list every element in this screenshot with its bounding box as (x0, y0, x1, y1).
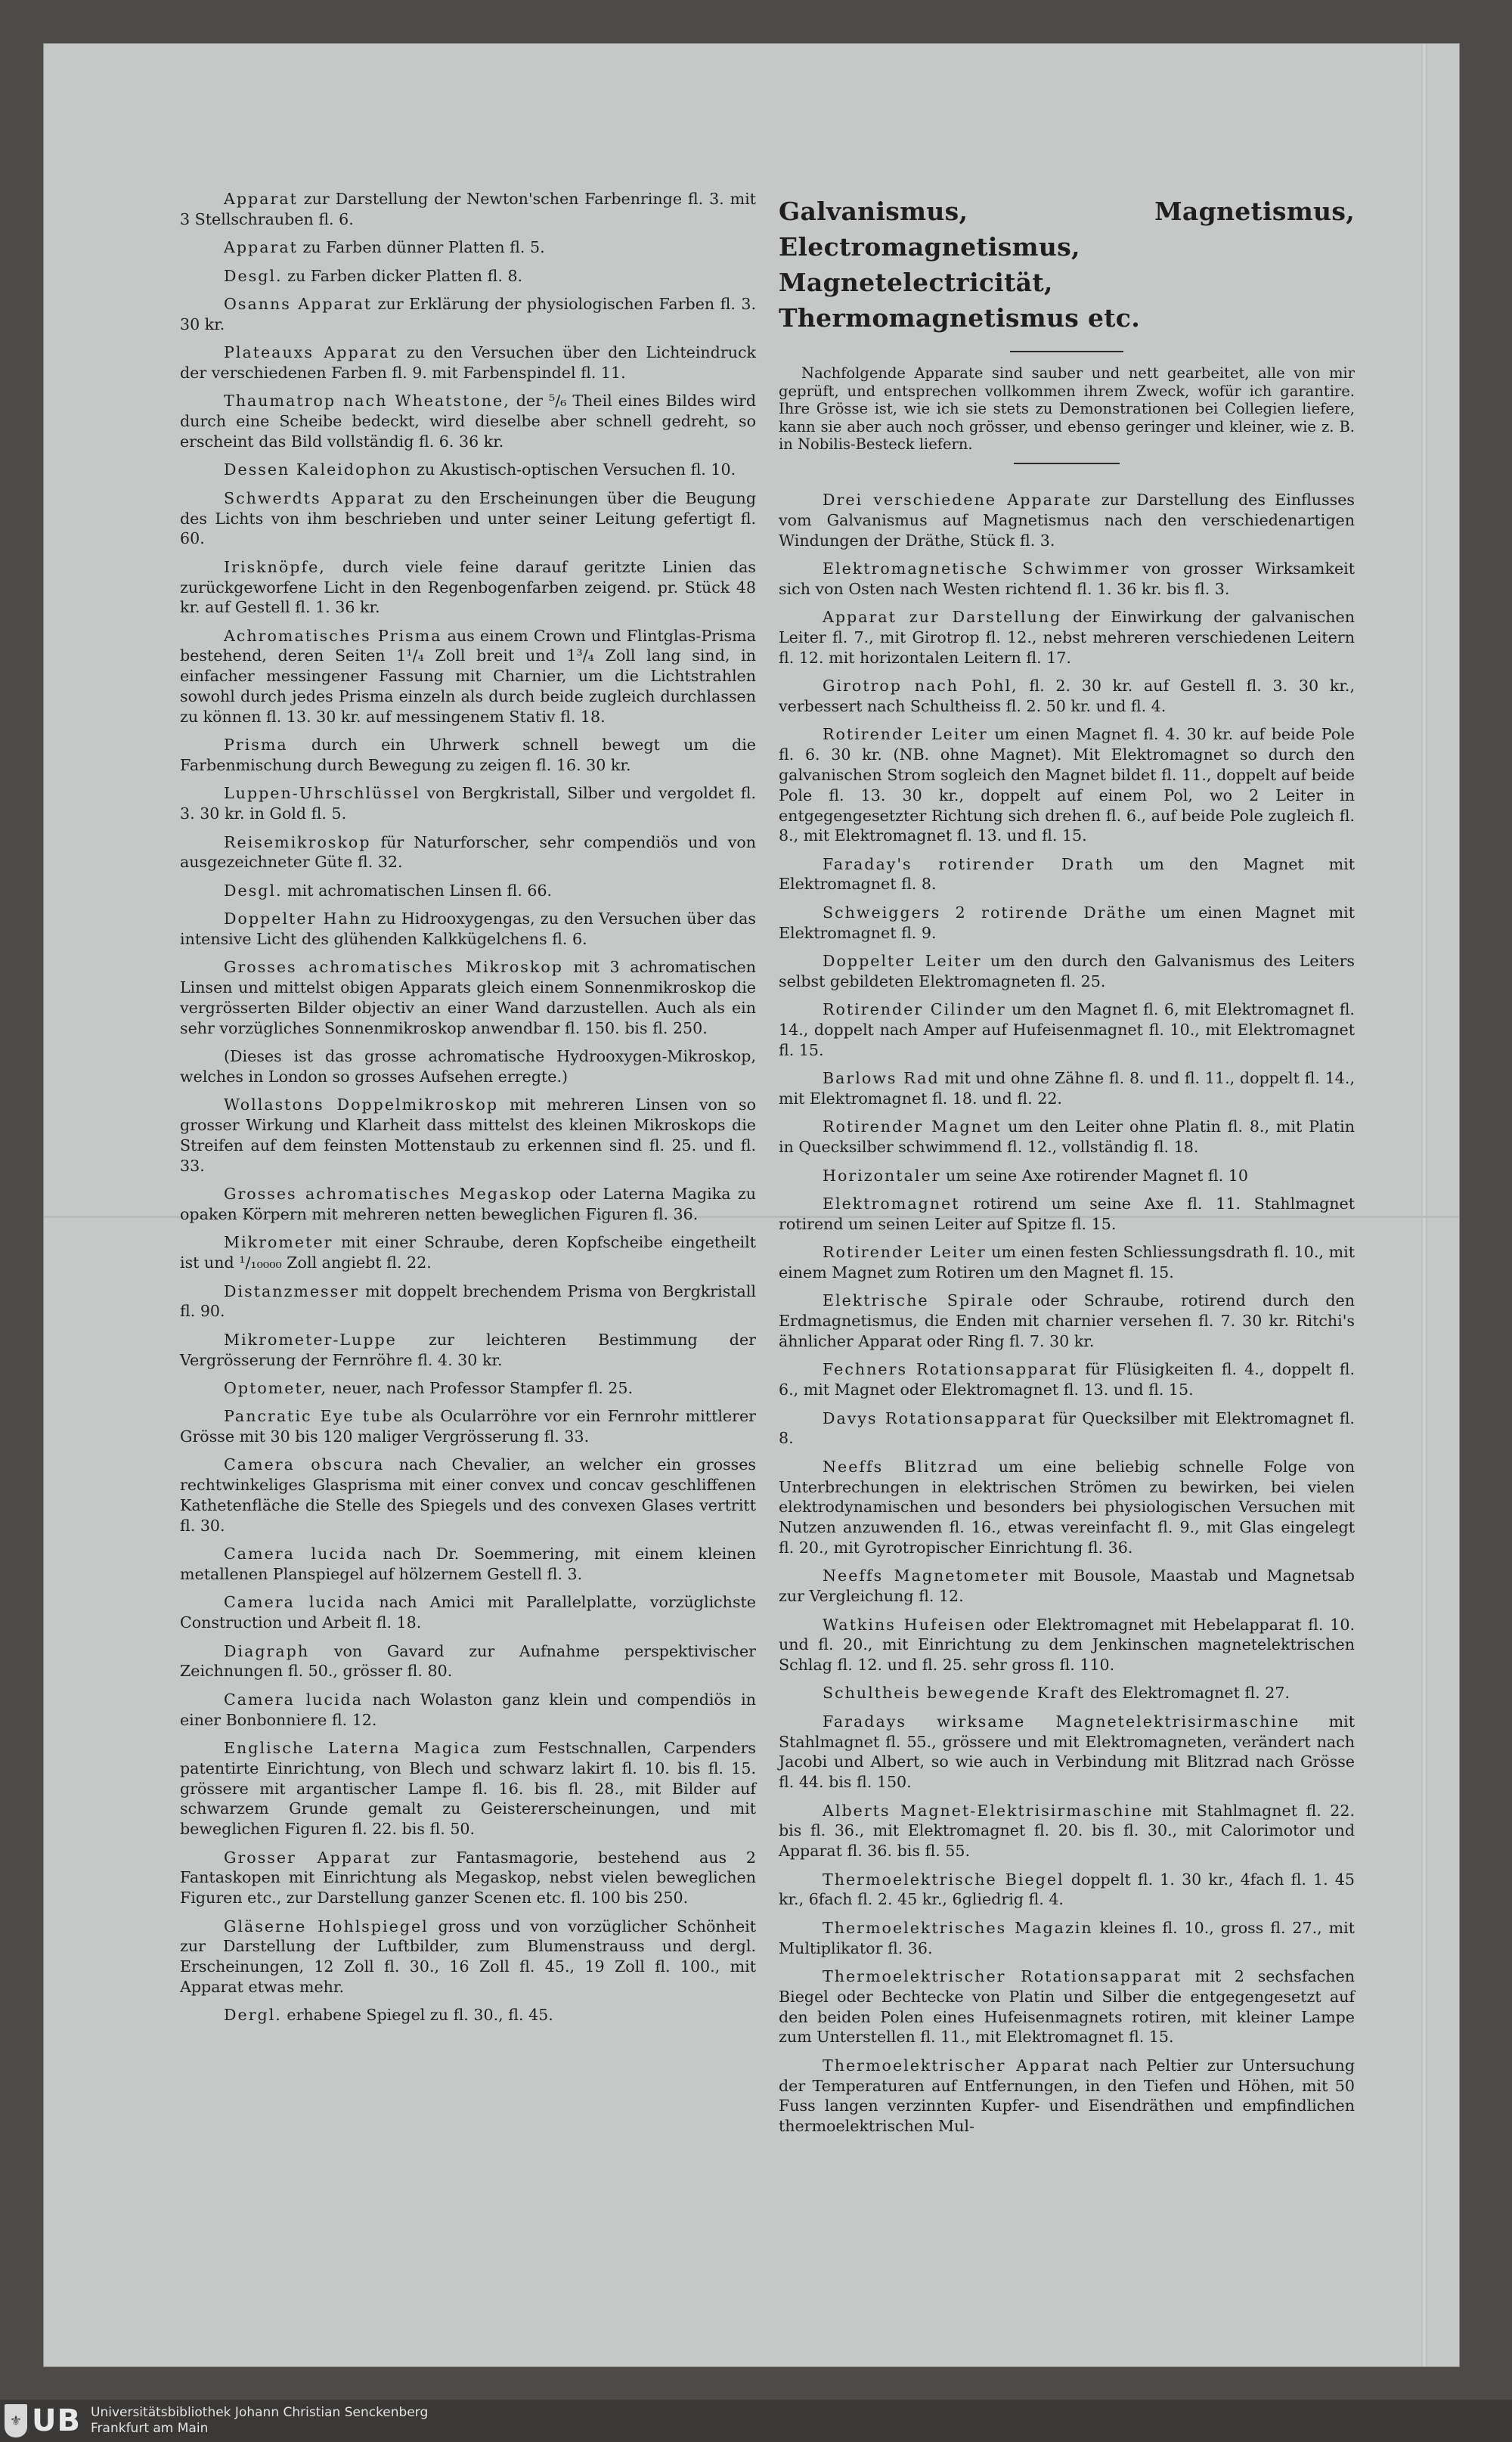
entry-name: Distanzmesser (224, 1281, 360, 1300)
catalog-entry (180, 1281, 756, 1322)
entry-name: Schweiggers 2 rotirende Dräthe (823, 903, 1148, 922)
entry-description: zum Festschnallen, Carpenders patentirte Einrichtung, von Blech und schwarz lakirt fl. 10. bis fl. 15. grössere mit argantischer Lampe fl. 16. bis fl. 28., mit Bilder auf schwarzem Grunde gemalt zu Geistererscheinungen, und mit beweglichen Figuren fl. 22. bis fl. 50. (180, 1739, 756, 1839)
catalog-entry (180, 1330, 756, 1371)
entry-description: mit einer Schraube, deren Kopfscheibe eingetheilt ist und ¹/₁₀₀₀₀ Zoll angiebt fl. 22. (180, 1233, 756, 1272)
entry-name: Gläserne Hohlspiegel (224, 1917, 429, 1935)
entry-name: Grosses achromatisches Mikroskop (224, 958, 563, 977)
catalog-entry (779, 1712, 1355, 1793)
catalog-entry (180, 783, 756, 824)
entry-name: Apparat (224, 238, 298, 257)
catalog-entry (779, 490, 1355, 550)
shield-icon: ⚜ (5, 2404, 27, 2437)
catalog-entry (180, 294, 756, 335)
left-entry-list (180, 189, 756, 2025)
catalog-entry (779, 1359, 1355, 1400)
catalog-entry (779, 1068, 1355, 1109)
entry-description: mit Stahlmagnet fl. 22. bis fl. 36., mit Elektromagnet fl. 20. bis fl. 30., mit Calorimotor und Apparat fl. 36. bis fl. 55. (779, 1801, 1355, 1861)
catalog-entry (779, 1801, 1355, 1861)
catalog-entry (779, 951, 1355, 992)
heading-divider (1010, 351, 1123, 352)
entry-name: Girotrop nach Pohl, (823, 677, 1018, 696)
entry-description: zur Darstellung der Newton'schen Farbenringe fl. 3. mit 3 Stellschrauben fl. 6. (180, 190, 756, 228)
entry-name: Barlows Rad (823, 1069, 940, 1088)
entry-description: zu den Erscheinungen über die Beugung des Lichts von ihm beschrieben und unter seiner Leitung gefertigt fl. 60. (180, 488, 756, 548)
entry-name: Reisemikroskop (224, 832, 371, 851)
catalog-entry (180, 1592, 756, 1633)
entry-description: mit Bousole, Maastab und Magnetsab zur Vergleichung fl. 12. (779, 1567, 1355, 1606)
entry-name: Thaumatrop nach Wheatstone, (224, 392, 510, 411)
entry-description: von Bergkristall, Silber und vergoldet fl. 3. 30 kr. in Gold fl. 5. (180, 784, 756, 823)
catalog-entry (779, 559, 1355, 600)
entry-name: Optometer, (224, 1378, 328, 1397)
entry-name: Plateauxs Apparat (224, 343, 398, 362)
entry-name: Thermoelektrischer Rotationsapparat (823, 1967, 1182, 1986)
catalog-entry (180, 1738, 756, 1839)
catalog-entry (779, 2056, 1355, 2137)
entry-name: Horizontaler (823, 1166, 941, 1185)
entry-description: zu den Versuchen über den Lichteindruck der verschiedenen Farben fl. 9. mit Farbenspindel fl. 11. (180, 343, 756, 382)
entry-name: Alberts Magnet-Elektrisirmaschine (823, 1801, 1154, 1820)
entry-description: mit mehreren Linsen von so grosser Wirkung und Klarheit dass mittelst des kleinen Mikroskops die Streifen auf dem feinsten Mottenstaub zu erkennen sind fl. 25. und fl. 33. (180, 1095, 756, 1175)
entry-name: Dergl. (224, 2006, 282, 2025)
entry-description: fl. 2. 30 kr. auf Gestell fl. 3. 30 kr., verbessert nach Schultheiss fl. 2. 50 kr. und fl. 4. (779, 677, 1355, 715)
entry-description: der ⁵/₆ Theil eines Bildes wird durch eine Scheibe bedeckt, wird dieselbe aber schnell gedreht, so erscheint das Bild vollständig fl. 6. 36 kr. (180, 392, 756, 451)
entry-name: Achromatisches Prisma (224, 626, 442, 645)
page-fold-vertical (1421, 44, 1427, 2366)
entry-description: aus einem Crown und Flintglas-Prisma bestehend, deren Seiten 1¹/₄ Zoll breit und 1³/₄ Zoll lang sind, in einfacher messingener Fassung mit Charnier, um die Lichtstrahlen sowohl durch jedes Prisma einzeln als durch beide zugleich durchlassen zu können fl. 13. 30 kr. auf messingenem Stativ fl. 18. (180, 626, 756, 726)
entry-description: von grosser Wirksamkeit sich von Osten nach Westen richtend fl. 1. 36 kr. bis fl. 3. (779, 559, 1355, 598)
catalog-entry (180, 1544, 756, 1585)
entry-description: für Naturforscher, sehr compendiös und von ausgezeichneter Güte fl. 32. (180, 832, 756, 872)
catalog-entry (180, 1641, 756, 1682)
entry-name: Englische Laterna Magica (224, 1739, 482, 1758)
catalog-entry (180, 957, 756, 1038)
entry-name: Desgl. (224, 881, 283, 900)
catalog-entry (779, 1870, 1355, 1911)
logo-letters: UB (32, 2403, 81, 2438)
entry-description: zu Akustisch-optischen Versuchen fl. 10. (411, 460, 736, 479)
left-column (180, 189, 756, 2034)
entry-description: von Gavard zur Aufnahme perspektivischer Zeichnungen fl. 50., grösser fl. 80. (180, 1641, 756, 1681)
entry-name: Grosses achromatisches Megaskop (224, 1185, 553, 1204)
footer-credit (91, 2405, 428, 2437)
entry-description: mit 3 achromatischen Linsen und mittelst obigen Apparats gleich einem Sonnenmikroskop die vergrösserten Bilder objectiv an einer Wand darzustellen. Auch als ein sehr vorzügliches Sonnenmikroskop anwendbar fl. 150. bis fl. 250. (180, 958, 757, 1037)
catalog-entry (180, 2005, 756, 2025)
entry-name: Rotirender Magnet (823, 1117, 1002, 1136)
entry-description: mit und ohne Zähne fl. 8. und fl. 11., doppelt fl. 14., mit Elektromagnet fl. 18. und fl. 22. (779, 1069, 1355, 1108)
entry-description: der Einwirkung der galvanischen Leiter fl. 7., mit Girotrop fl. 12., nebst mehreren verschiedenen Leitern fl. 12. mit horizontalen Leitern fl. 17. (779, 608, 1355, 667)
intro-divider (1014, 463, 1120, 464)
entry-description: als Ocularröhre vor ein Fernrohr mittlerer Grösse mit 30 bis 120 maliger Vergrösserung fl. 33. (180, 1407, 756, 1446)
catalog-entry (779, 1683, 1355, 1703)
entry-description: gross und von vorzüglicher Schönheit zur Darstellung der Luftbilder, zum Blumenstrauss und dergl. Erscheinungen, 12 Zoll fl. 30., 16 Zoll fl. 45., 19 Zoll fl. 100., mit Apparat etwas mehr. (180, 1917, 756, 1996)
catalog-entry (180, 1378, 756, 1399)
catalog-entry (180, 1690, 756, 1731)
entry-description: des Elektromagnet fl. 27. (1085, 1684, 1290, 1703)
entry-name: Neeffs Blitzrad (823, 1457, 979, 1476)
catalog-entry (180, 391, 756, 451)
entry-description: um den Magnet mit Elektromagnet fl. 8. (779, 854, 1355, 894)
footer-line-1: Universitätsbibliothek Johann Christian Senckenberg (91, 2405, 429, 2420)
catalog-entry (779, 1117, 1355, 1157)
entry-name: Wollastons Doppelmikroskop (224, 1095, 499, 1114)
entry-description: zur Darstellung des Einflusses vom Galvanismus auf Magnetismus nach den verschiedenartigen Windungen der Dräthe, Stück fl. 3. (779, 490, 1355, 550)
catalog-entry (779, 1566, 1355, 1607)
entry-description: kleines fl. 10., gross fl. 27., mit Multiplikator fl. 36. (779, 1918, 1356, 1957)
entry-name: Mikrometer-Luppe (224, 1330, 397, 1349)
entry-name: Elektromagnetische Schwimmer (823, 559, 1130, 578)
catalog-entry (779, 1194, 1355, 1235)
entry-name: Davys Rotationsapparat (823, 1408, 1046, 1427)
entry-description: rotirend um seine Axe fl. 11. Stahlmagnet rotirend um seinen Leiter auf Spitze fl. 15. (779, 1195, 1355, 1233)
catalog-entry (779, 1966, 1355, 2047)
entry-name: Thermoelektrisches Magazin (823, 1918, 1093, 1937)
entry-name: Apparat zur Darstellung (823, 608, 1062, 627)
catalog-entry (180, 1184, 756, 1225)
catalog-entry (779, 1918, 1355, 1959)
entry-description: für Flüsigkeiten fl. 4., doppelt fl. 6., mit Magnet oder Elektromagnet fl. 13. und fl. 15. (779, 1360, 1355, 1399)
entry-description: um eine beliebig schnelle Folge von Unterbrechungen in elektrischen Strömen zu bewirken, bei vielen elektrodynamischen und besonders bei physiologischen Versuchen mit Nutzen anzuwenden fl. 16., etwas vereinfacht fl. 9., mit Glas eingelegt fl. 20., mit Gyrotropischer Einrichtung fl. 36. (779, 1457, 1355, 1557)
catalog-entry (779, 1166, 1355, 1186)
catalog-entry (180, 488, 756, 549)
catalog-entry (180, 1232, 756, 1273)
catalog-entry (180, 1848, 756, 1908)
entry-name: Camera lucida (224, 1545, 368, 1563)
catalog-entry (180, 1406, 756, 1447)
entry-name: Camera lucida (224, 1593, 367, 1612)
right-entry-list (779, 490, 1355, 2137)
entry-description: nach Dr. Soemmering, mit einem kleinen metallenen Planspiegel auf hölzernem Gestell fl. 3. (180, 1545, 756, 1584)
entry-name: Thermoelektrischer Apparat (823, 2056, 1091, 2075)
catalog-entry (180, 1455, 756, 1536)
catalog-entry (180, 189, 756, 230)
catalog-entry (779, 1615, 1355, 1675)
catalog-entry (779, 854, 1355, 895)
catalog-entry (180, 237, 756, 258)
entry-description: zur Fantasmagorie, bestehend aus 2 Fantaskopen mit Einrichtung als Megaskop, nebst vielen beweglichen Figuren etc., zur Darstellung ganzer Scenen etc. fl. 100 bis 250. (180, 1848, 756, 1907)
entry-description: neuer, nach Professor Stampfer fl. 25. (327, 1378, 634, 1397)
entry-description: nach Chevalier, an welcher ein grosses rechtwinkeliges Glasprisma mit einer convex und concav geschliffenen Kathetenfläche die Stelle des Spiegels und des convexen Glases vertritt fl. 30. (180, 1455, 756, 1535)
entry-description: um den Leiter ohne Platin fl. 8., mit Platin in Quecksilber schwimmend fl. 12., vollständig fl. 18. (779, 1117, 1355, 1157)
entry-name: Grosser Apparat (224, 1848, 392, 1867)
entry-name: Watkins Hufeisen (823, 1615, 987, 1634)
entry-name: Neeffs Magnetometer (823, 1567, 1030, 1585)
entry-description: um den durch den Galvanismus des Leiters selbst gebildeten Elektromagneten fl. 25. (779, 952, 1355, 990)
entry-name: Fechners Rotationsapparat (823, 1360, 1078, 1379)
entry-description: mit doppelt brechendem Prisma von Bergkristall fl. 90. (180, 1281, 756, 1321)
catalog-entry (180, 557, 756, 618)
entry-description: oder Elektromagnet mit Hebelapparat fl. 10. und fl. 20., mit Einrichtung zu dem Jenkinschen magnetelektrischen Schlag fl. 12. und fl. 25. sehr gross fl. 110. (779, 1615, 1355, 1675)
entry-description: für Quecksilber mit Elektromagnet fl. 8. (779, 1408, 1355, 1448)
entry-description: oder Laterna Magika zu opaken Körpern mit mehreren netten beweglichen Figuren fl. 36. (180, 1185, 756, 1223)
entry-name: Drei verschiedene Apparate (823, 490, 1092, 509)
section-intro: Nachfolgende Apparate sind sauber und nett gearbeitet, alle von mir geprüft, und entsprechen vollkommen ihrem Zweck, wofür ich garantire. Ihre Grösse ist, wie ich sie stets zu Demonstrationen bei Collegien liefere, kann sie aber auch noch grösser, und ebenso geringer und kleiner, wie z. B. in Nobilis-Besteck liefern. (779, 364, 1355, 454)
catalog-entry (779, 607, 1355, 668)
entry-name: Rotirender Leiter (823, 725, 988, 744)
entry-name: Apparat (224, 190, 298, 208)
entry-description: doppelt fl. 1. 30 kr., 4fach fl. 1. 45 kr., 6fach fl. 2. 45 kr., 6gliedrig fl. 4. (779, 1870, 1355, 1909)
catalog-entry (779, 999, 1355, 1060)
catalog-entry (779, 1242, 1355, 1283)
entry-name: Mikrometer (224, 1233, 333, 1252)
entry-name: Osanns Apparat (224, 294, 373, 313)
entry-name: Doppelter Hahn (224, 910, 373, 928)
entry-description: mit 2 sechsfachen Biegel oder Bechtecke von Platin und Silber die entgegengesetzt auf den beiden Polen eines Hufeisenmagnets rotiren, mit kleiner Lampe zum Unterstellen fl. 11., mit Elektromagnet fl. 15. (779, 1967, 1355, 2047)
catalog-entry (779, 1408, 1355, 1449)
entry-name: Elektrische Spirale (823, 1291, 1015, 1310)
entry-name: Schultheis bewegende Kraft (823, 1684, 1086, 1703)
catalog-entry (180, 1046, 756, 1087)
entry-description: mit Stahlmagnet fl. 55., grössere und mit Elektromagneten, verändert nach Jacobi und Albert, so wie auch in Verbindung mit Blitzrad nach Grösse fl. 44. bis fl. 150. (779, 1712, 1355, 1792)
footer-line-2: Frankfurt am Main (91, 2421, 209, 2436)
catalog-entry (779, 724, 1355, 846)
catalog-entry (180, 1917, 756, 1997)
entry-name: Desgl. (224, 266, 283, 285)
entry-description: um einen Magnet fl. 4. 30 kr. auf beide Pole fl. 6. 30 kr. (NB. ohne Magnet). Mit Elektromagnet so durch den galvanischen Strom sogleich den Magnet bildet fl. 11., doppelt auf beide Pole fl. 13. 30 kr., doppelt auf einem Pol, wo 2 Leiter in entgegengesetzter Richtung sich drehen fl. 6., auf beide Pole zugleich fl. 8., mit Elektromagnet fl. 13. und fl. 15. (779, 725, 1355, 845)
right-column (779, 189, 1355, 2145)
entry-description: erhabene Spiegel zu fl. 30., fl. 45. (281, 2006, 553, 2025)
entry-name: Prisma (224, 736, 288, 755)
entry-description: zur leichteren Bestimmung der Vergrösserung der Fernröhre fl. 4. 30 kr. (180, 1330, 756, 1369)
catalog-entry (779, 903, 1355, 944)
entry-name: Pancratic Eye tube (224, 1407, 404, 1426)
catalog-entry (180, 626, 756, 727)
entry-description: um einen festen Schliessungsdrath fl. 10., mit einem Magnet zum Rotiren um den Magnet fl. 15. (779, 1243, 1355, 1281)
entry-name: Rotirender Cilinder (823, 1000, 1006, 1019)
catalog-entry (779, 676, 1355, 717)
entry-name: Camera lucida (224, 1690, 364, 1709)
entry-description: nach Peltier zur Untersuchung der Temperaturen auf Entfernungen, in den Tiefen und Höhen, mit 50 Fuss langen verzinnten Kupfer- und Eisendräthen und empfindlichen thermoelektrischen Mul- (779, 2056, 1356, 2136)
entry-name: Faradays wirksame Magnetelektrisirmaschine (823, 1712, 1300, 1731)
entry-description: nach Amici mit Parallelplatte, vorzüglichste Construction und Arbeit fl. 18. (180, 1593, 756, 1632)
entry-name: Camera obscura (224, 1455, 385, 1474)
catalog-entry (180, 460, 756, 480)
entry-description: um den Magnet fl. 6, mit Elektromagnet fl. 14., doppelt nach Amper auf Hufeisenmagnet fl. 10., mit Elektromagnet fl. 15. (779, 1000, 1355, 1059)
catalog-entry (180, 832, 756, 873)
entry-description: durch ein Uhrwerk schnell bewegt um die Farbenmischung durch Bewegung zu zeigen fl. 16. 30 kr. (180, 736, 756, 775)
entry-name: Irisknöpfe, (224, 557, 326, 576)
entry-name: Rotirender Leiter (823, 1243, 987, 1262)
catalog-entry (180, 342, 756, 383)
entry-name: Diagraph (224, 1641, 310, 1660)
entry-name: Elektromagnet (823, 1195, 960, 1213)
entry-name: Thermoelektrische Biegel (823, 1870, 1064, 1889)
entry-description: durch viele feine darauf geritzte Linien das zurückgeworfene Licht in den Regenbogenfarben zeigend. pr. Stück 48 kr. auf Gestell fl. 1. 36 kr. (180, 557, 756, 617)
entry-description: (Dieses ist das grosse achromatische Hydrooxygen-Mikroskop, welches in London so grosses Aufsehen erregte.) (180, 1047, 756, 1086)
section-heading: Galvanismus, Magnetismus, Electromagnetismus, Magnetelectricität, Thermomagnetismus etc. (779, 197, 1355, 333)
catalog-entry (180, 1095, 756, 1176)
entry-description: um einen Magnet mit Elektromagnet fl. 9. (779, 903, 1355, 942)
catalog-entry (779, 1457, 1355, 1558)
entry-description: zu Hidrooxygengas, zu den Versuchen über das intensive Licht des glühenden Kalkkügelchens fl. 6. (180, 910, 757, 949)
library-logo (5, 2403, 86, 2439)
catalog-entry (180, 735, 756, 776)
entry-name: Doppelter Leiter (823, 952, 982, 971)
entry-name: Dessen Kaleidophon (224, 460, 412, 479)
entry-description: mit achromatischen Linsen fl. 66. (282, 881, 553, 900)
entry-name: Schwerdts Apparat (224, 488, 406, 507)
catalog-entry (180, 266, 756, 287)
entry-name: Faraday's rotirender Drath (823, 854, 1115, 873)
entry-description: zu Farben dünner Platten fl. 5. (297, 238, 545, 257)
entry-name: Luppen-Uhrschlüssel (224, 784, 420, 803)
entry-description: zu Farben dicker Platten fl. 8. (282, 266, 523, 285)
entry-description: nach Wolaston ganz klein und compendiös in einer Bonbonniere fl. 12. (180, 1690, 756, 1729)
entry-description: um seine Axe rotirender Magnet fl. 10 (940, 1166, 1248, 1185)
catalog-entry (180, 909, 756, 950)
catalog-entry (180, 881, 756, 901)
entry-description: oder Schraube, rotirend durch den Erdmagnetismus, die Enden mit charnier versehen fl. 7. 30 kr. Ritchi's ähnlicher Apparat oder Ring fl. 7. 30 kr. (779, 1291, 1355, 1350)
entry-description: zur Erklärung der physiologischen Farben fl. 3. 30 kr. (180, 294, 756, 333)
catalog-entry (779, 1291, 1355, 1351)
